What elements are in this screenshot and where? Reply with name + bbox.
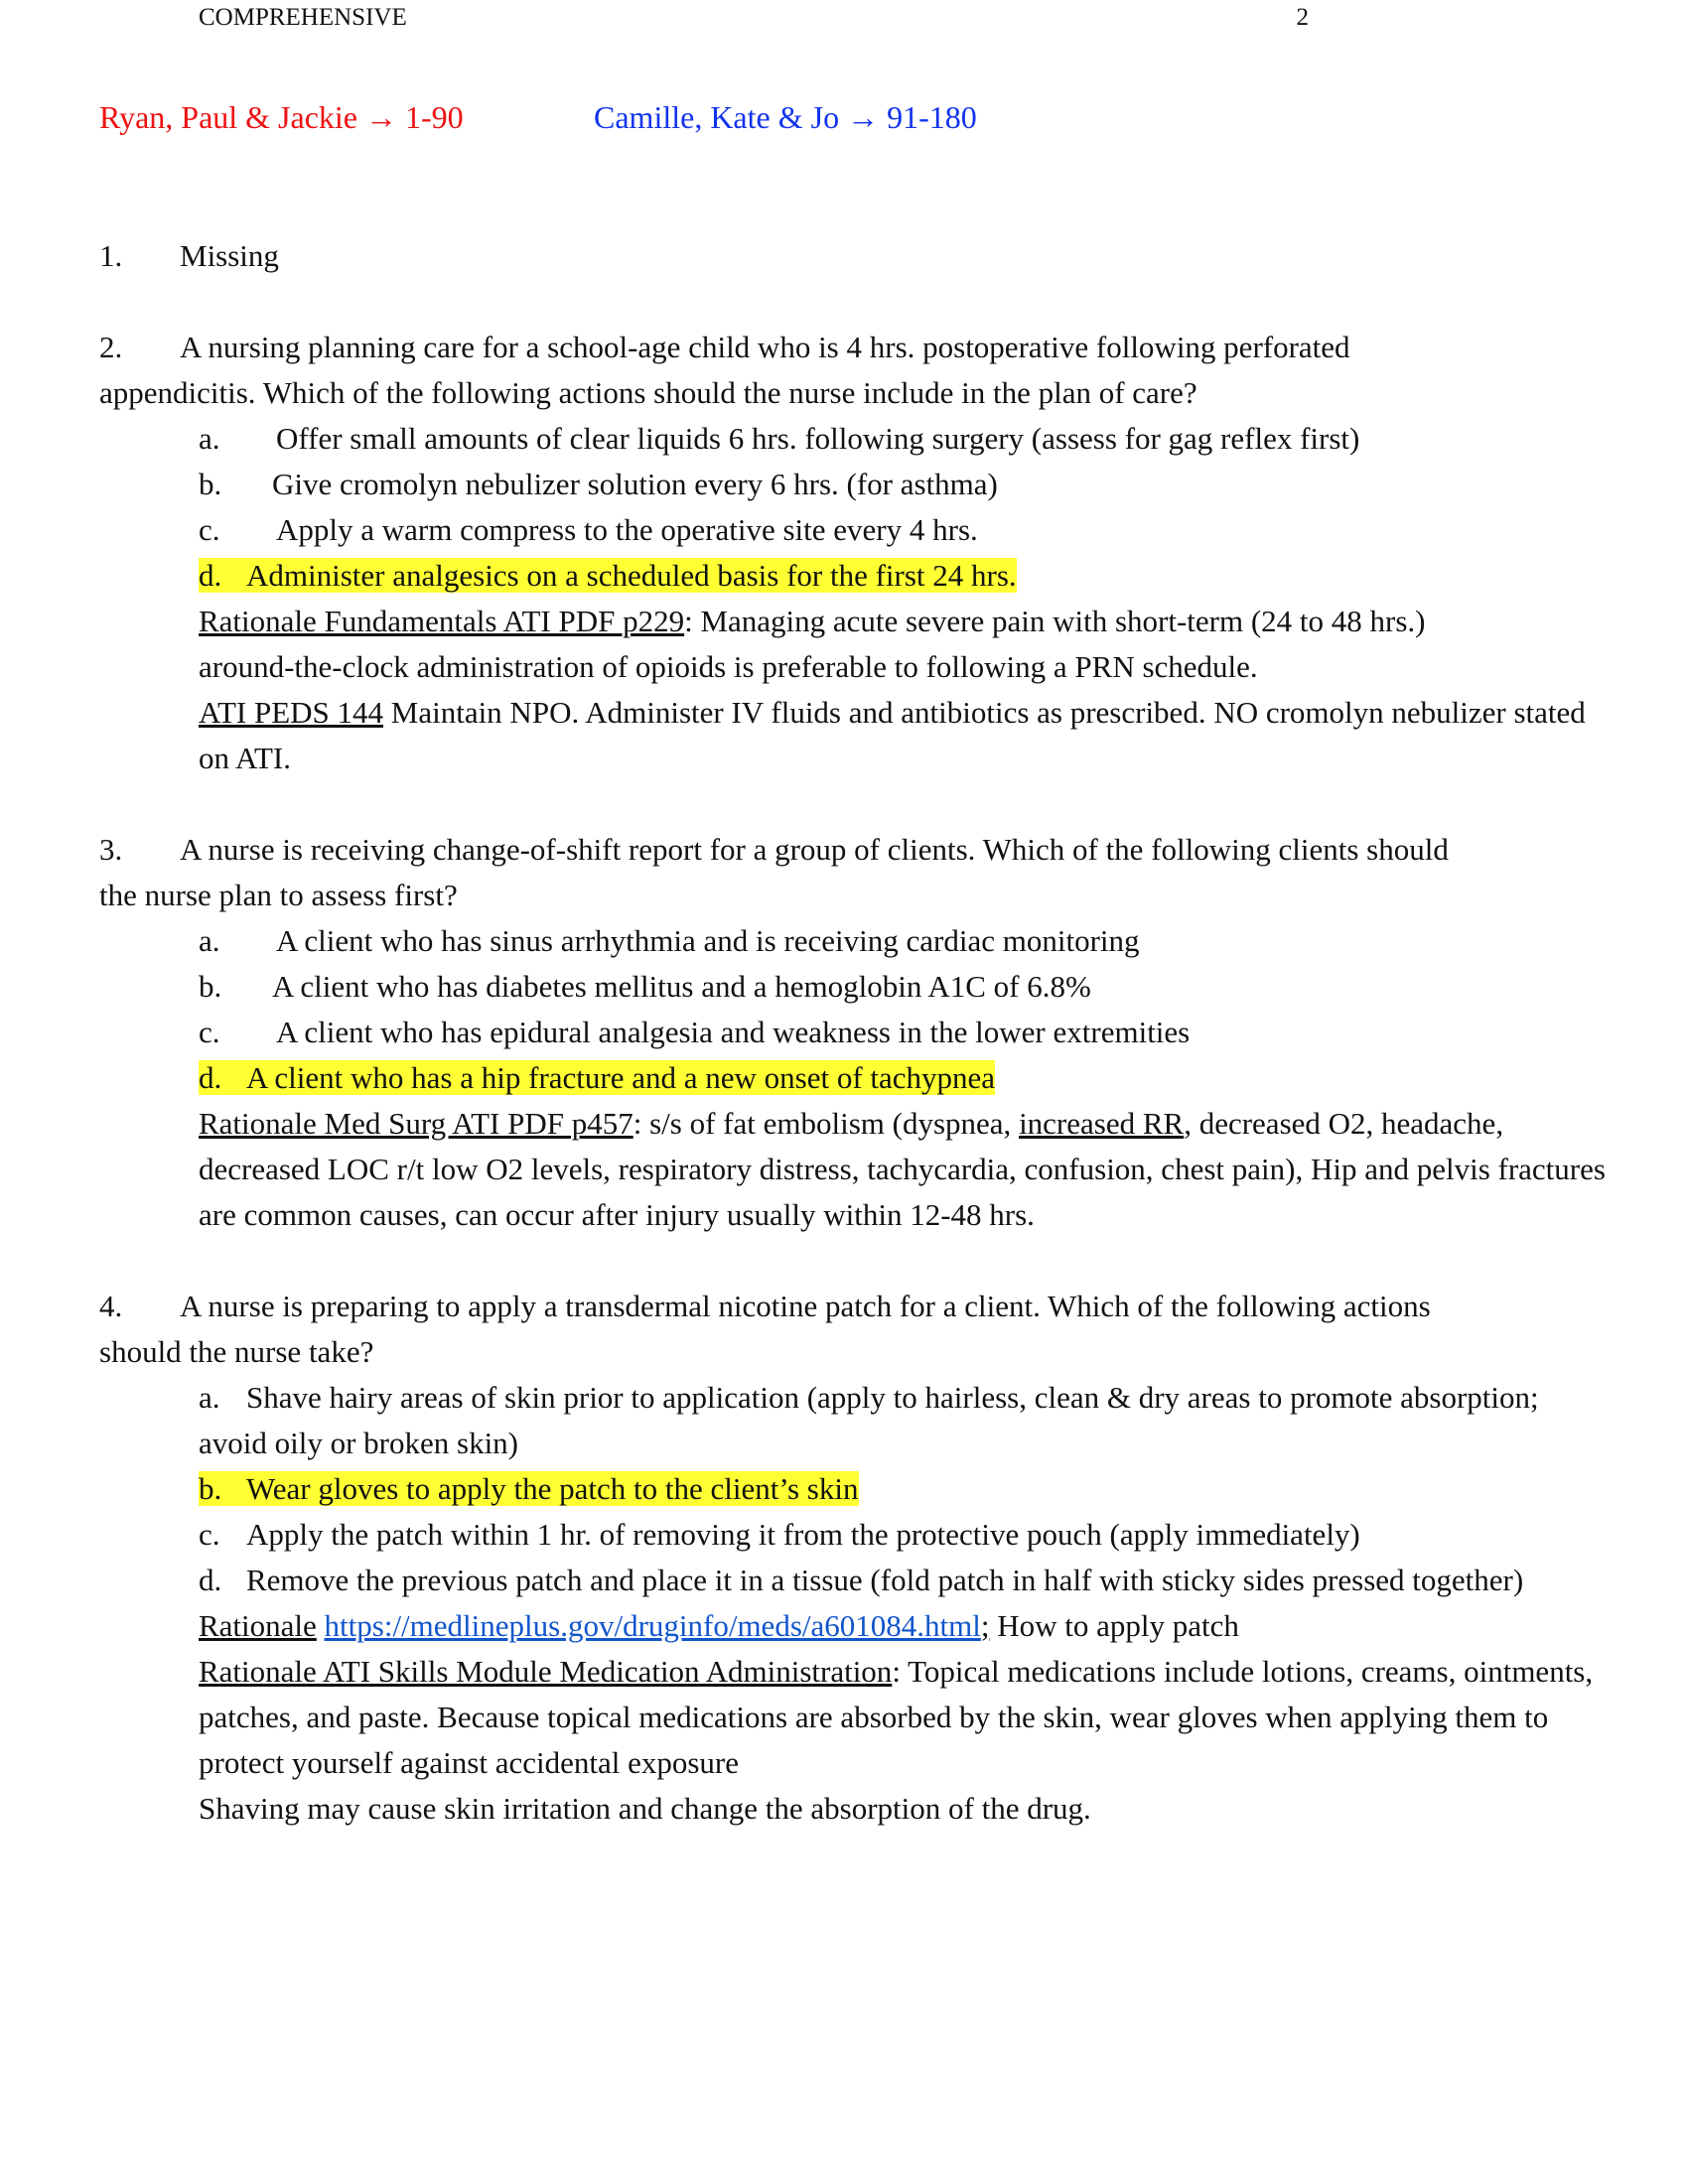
answer-options <box>199 416 1609 781</box>
option-text: Apply the patch within 1 hr. of removing it from the protective pouch (apply immediately) <box>246 1517 1360 1552</box>
option-text: A client who has sinus arrhythmia and is receiving cardiac monitoring <box>276 923 1140 958</box>
question-number: 1. <box>99 238 123 273</box>
correct-answer-highlight <box>199 1471 859 1506</box>
option-label: c. <box>199 1517 220 1552</box>
page-number: 2 <box>1296 4 1309 31</box>
option-label: a. <box>199 421 220 456</box>
question-stem-continued: appendicitis. Which of the following actions should the nurse include in the plan of care? <box>99 375 1197 410</box>
option-text: Give cromolyn nebulizer solution every 6 hrs. (for asthma) <box>272 467 998 501</box>
option-b <box>199 462 1609 507</box>
question-text: A nurse is receiving change-of-shift report for a group of clients. Which of the following clients should <box>180 832 1449 867</box>
option-text: A client who has diabetes mellitus and a hemoglobin A1C of 6.8% <box>272 969 1091 1004</box>
option-text: Offer small amounts of clear liquids 6 hrs. following surgery (assess for gag reflex first) <box>276 421 1360 456</box>
option-label: d. <box>199 1563 222 1597</box>
option-text: Remove the previous patch and place it in a tissue (fold patch in half with sticky sides pressed together) <box>246 1563 1524 1597</box>
question-text: A nurse is preparing to apply a transdermal nicotine patch for a client. Which of the following actions <box>180 1289 1431 1323</box>
question-2 <box>99 325 1609 781</box>
option-label: c. <box>199 512 220 547</box>
option-d <box>199 1558 1609 1603</box>
rationale-text: , decreased O2, headache, decreased LOC r/t low O2 levels, respiratory distress, tachycardia, confusion, chest pain), Hip and pelvis fractures are common causes, can occur after injury usually within 12-48 hrs. <box>199 1106 1606 1232</box>
medlineplus-link[interactable]: https://medlineplus.gov/druginfo/meds/a601084.html <box>324 1608 981 1643</box>
rationale-med-surg <box>199 1101 1609 1238</box>
option-a <box>199 1375 1609 1466</box>
rationale-text: Maintain NPO. Administer IV fluids and antibiotics as prescribed. NO cromolyn nebulizer stated on ATI. <box>199 695 1586 775</box>
question-number: 3. <box>99 832 123 867</box>
rationale-fundamentals <box>199 599 1609 690</box>
question-number: 4. <box>99 1289 123 1323</box>
rationale-medlineplus <box>199 1603 1609 1649</box>
option-text: Wear gloves to apply the patch to the client’s skin <box>246 1471 859 1506</box>
rationale-skills-module <box>199 1649 1609 1786</box>
question-4 <box>99 1284 1609 1832</box>
option-text: Shave hairy areas of skin prior to application (apply to hairless, clean & dry areas to promote absorption; avoid oily or broken skin) <box>199 1380 1539 1460</box>
option-b <box>199 964 1609 1010</box>
option-b-correct <box>199 1466 1609 1512</box>
option-a <box>199 918 1609 964</box>
rationale-source: Rationale <box>199 1608 317 1643</box>
option-d-correct <box>199 1055 1609 1101</box>
option-c <box>199 1010 1609 1055</box>
rationale-source: Rationale Med Surg ATI PDF p457 <box>199 1106 633 1141</box>
rationale-text: How to apply patch <box>989 1608 1239 1643</box>
option-text: Administer analgesics on a scheduled basis for the first 24 hrs. <box>246 558 1017 593</box>
question-text: A nursing planning care for a school-age child who is 4 hrs. postoperative following perforated <box>180 330 1350 364</box>
question-stem-continued: should the nurse take? <box>99 1334 374 1369</box>
page-header <box>199 4 1309 32</box>
option-label: b. <box>199 1471 222 1506</box>
option-label: b. <box>199 969 222 1004</box>
group-b-assignment: Camille, Kate & Jo → 91-180 <box>594 99 977 135</box>
question-stem <box>99 325 1609 370</box>
rationale-emphasis: increased RR <box>1019 1106 1185 1141</box>
rationale-text: : Topical medications include lotions, creams, ointments, patches, and paste. Because topical medications are absorbed by the skin, wear gloves when applying them to protect yourself against accidental exposure <box>199 1654 1594 1780</box>
option-label: b. <box>199 467 222 501</box>
rationale-source: Rationale Fundamentals ATI PDF p229 <box>199 604 685 638</box>
option-a <box>199 416 1609 462</box>
rationale-source: ATI PEDS 144 <box>199 695 384 730</box>
document-body <box>99 233 1609 1877</box>
option-label: c. <box>199 1015 220 1049</box>
option-text: A client who has a hip fracture and a new onset of tachypnea <box>246 1060 996 1095</box>
option-label: a. <box>199 923 220 958</box>
question-1 <box>99 233 1609 279</box>
question-3 <box>99 827 1609 1238</box>
option-d-correct <box>199 553 1609 599</box>
option-label: d. <box>199 1060 222 1095</box>
rationale-text: : s/s of fat embolism (dyspnea, <box>633 1106 1020 1141</box>
option-c <box>199 1512 1609 1558</box>
question-stem <box>99 1284 1609 1329</box>
rationale-peds <box>199 690 1609 781</box>
rationale-separator: ; <box>980 1608 990 1643</box>
option-text: A client who has epidural analgesia and weakness in the lower extremities <box>276 1015 1191 1049</box>
question-stem <box>99 827 1609 873</box>
answer-options <box>199 1375 1609 1832</box>
question-stem-continued: the nurse plan to assess first? <box>99 878 458 912</box>
rationale-note: Shaving may cause skin irritation and change the absorption of the drug. <box>199 1791 1091 1826</box>
rationale-source: Rationale ATI Skills Module Medication Administration <box>199 1654 893 1689</box>
question-text: Missing <box>180 238 279 273</box>
rationale-text: : Managing acute severe pain with short‑term (24 to 48 hrs.) around‑the‑clock administration of opioids is preferable to following a PRN schedule. <box>199 604 1426 684</box>
question-number: 2. <box>99 330 123 364</box>
correct-answer-highlight <box>199 558 1017 593</box>
option-label: a. <box>199 1380 220 1415</box>
group-a-assignment: Ryan, Paul & Jackie → 1-90 <box>99 99 464 135</box>
header-title: COMPREHENSIVE <box>199 4 407 31</box>
option-label: d. <box>199 558 222 593</box>
group-assignments <box>99 99 1688 143</box>
correct-answer-highlight <box>199 1060 995 1095</box>
answer-options <box>199 918 1609 1238</box>
option-text: Apply a warm compress to the operative site every 4 hrs. <box>276 512 978 547</box>
question-stem <box>99 233 1609 279</box>
option-c <box>199 507 1609 553</box>
